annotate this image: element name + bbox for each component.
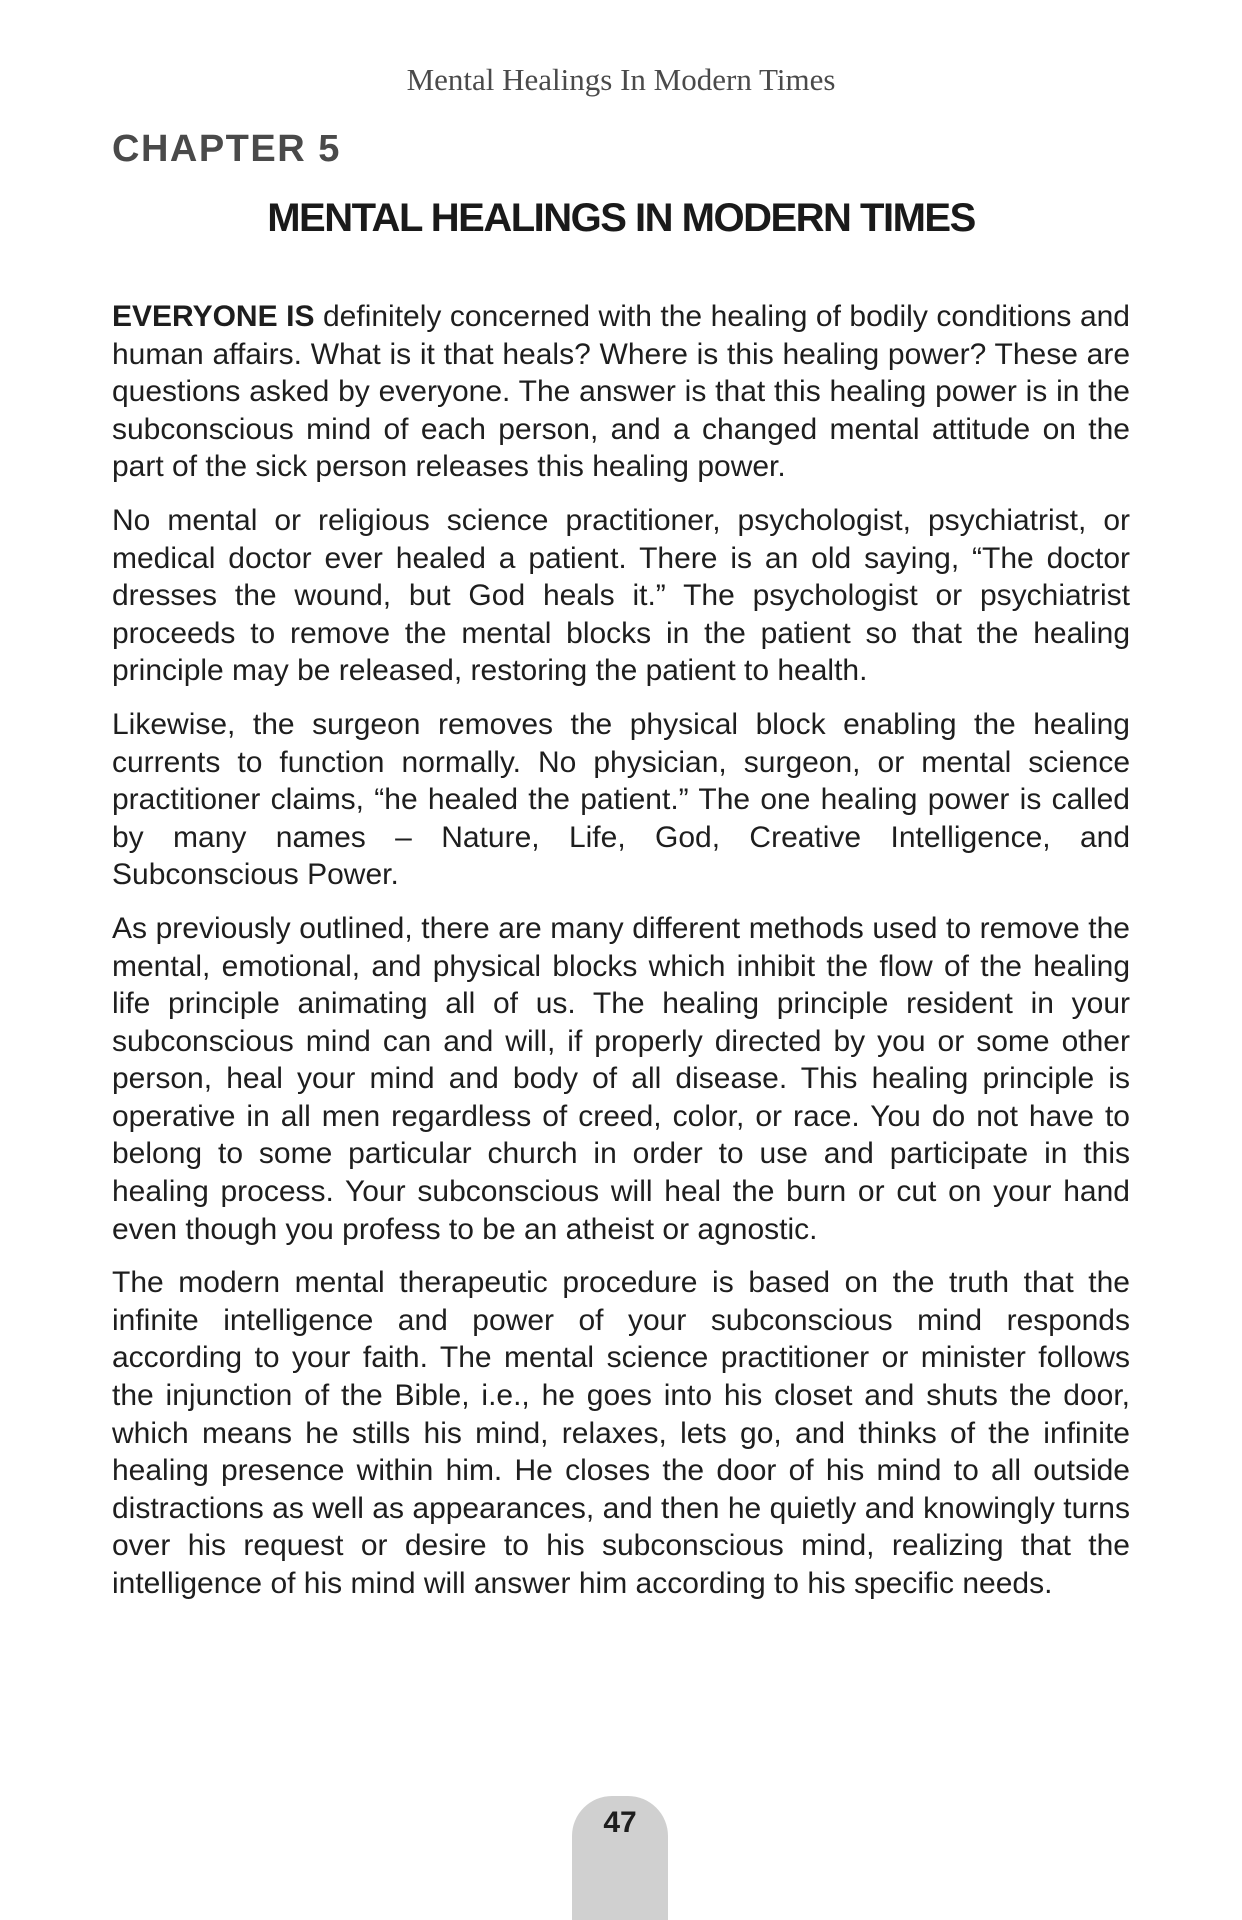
page-number: 47: [603, 1806, 637, 1839]
body-text: [112, 298, 1130, 1619]
chapter-label: CHAPTER 5: [112, 128, 341, 170]
paragraph-4: As previously outlined, there are many different methods used to remove the mental, emotional, and physical blocks which inhibit the flow of the healing life principle animating all of us. The healing principle resident in your subconscious mind can and will, if properly directed by you or some other person, heal your mind and body of all disease. This healing principle is operative in all men regardless of creed, color, or race. You do not have to belong to some particular church in order to use and participate in this healing process. Your subconscious will heal the burn or cut on your hand even though you profess to be an atheist or agnostic.: [112, 911, 1130, 1246]
paragraph-5: The modern mental therapeutic procedure is based on the truth that the infinite intelligence and power of your subconscious mind responds according to your faith. The mental science practitioner or minister follows the injunction of the Bible, i.e., he goes into his closet and shuts the door, which means he stills his mind, relaxes, lets go, and thinks of the infinite healing presence within him. He closes the door of his mind to all outside distractions as well as appearances, and then he quietly and knowingly turns over his request or desire to his subconscious mind, realizing that the intelligence of his mind will answer him according to his specific needs.: [112, 1266, 1130, 1600]
paragraph-2: No mental or religious science practitioner, psychologist, psychiatrist, or medical doctor ever healed a patient. There is an old saying, “The doctor dresses the wound, but God heals it.” The psychologist or psychiatrist proceeds to remove the mental blocks in the patient so that the healing principle may be released, restoring the patient to health.: [112, 503, 1130, 688]
page-number-tab: [572, 1796, 668, 1920]
running-header: Mental Healings In Modern Times: [406, 62, 836, 97]
paragraph-1: [112, 298, 1130, 486]
chapter-title: MENTAL HEALINGS IN MODERN TIMES: [267, 196, 975, 240]
paragraph-3: Likewise, the surgeon removes the physical block enabling the healing currents to function normally. No physician, surgeon, or mental science practitioner claims, “he healed the patient.” The one healing power is called by many names – Nature, Life, God, Creative Intelligence, and Subconscious Power.: [112, 707, 1130, 892]
paragraph-1-text: definitely concerned with the healing of bodily conditions and human affairs. What is it that heals? Where is this healing power? These are questions asked by everyone. The answer is that this healing power is in the subconscious mind of each person, and a changed mental attitude on the part of the sick person releases this healing power.: [112, 300, 1130, 484]
paragraph-lead-in: EVERYONE IS: [112, 300, 315, 333]
